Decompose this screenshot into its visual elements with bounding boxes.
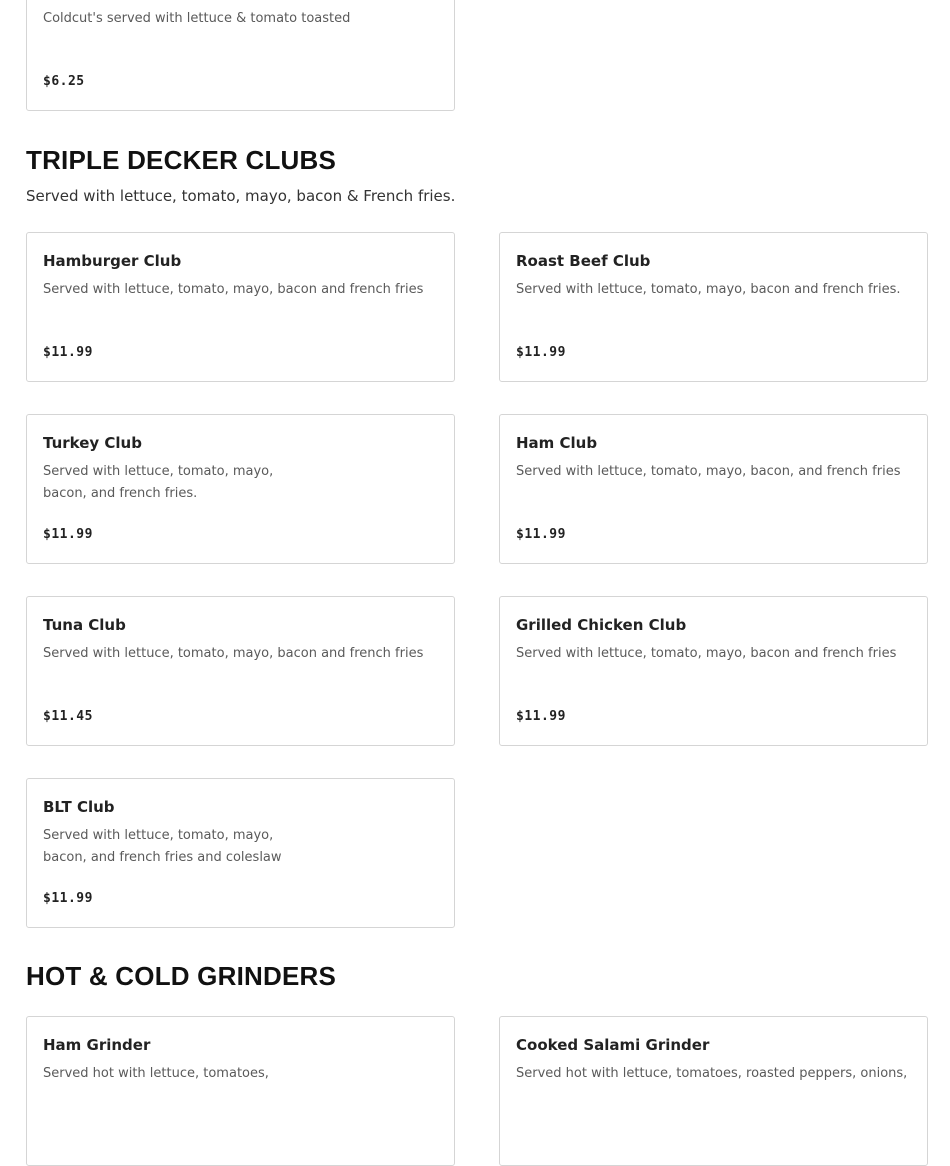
menu-item-description: Served with lettuce, tomato, mayo, bacon and french fries. (516, 282, 901, 297)
menu-item-price: $11.99 (43, 891, 93, 906)
menu-item-price: $11.99 (516, 345, 566, 360)
menu-item-description: Served with lettuce, tomato, mayo, bacon, and french fries (516, 464, 901, 479)
menu-item-name: BLT Club (43, 798, 115, 816)
menu-item-card[interactable] (26, 414, 455, 564)
menu-item-card-partial[interactable] (26, 0, 455, 111)
menu-item-name: Grilled Chicken Club (516, 616, 687, 634)
menu-item-price: $11.99 (43, 527, 93, 542)
menu-item-price: $11.99 (516, 527, 566, 542)
menu-item-card[interactable] (26, 596, 455, 746)
menu-item-price: $11.45 (43, 709, 93, 724)
menu-item-card[interactable] (499, 414, 928, 564)
menu-item-price: $6.25 (43, 74, 85, 89)
menu-item-description: Served hot with lettuce, tomatoes, roasted peppers, onions, (516, 1066, 908, 1081)
menu-item-name: Hamburger Club (43, 252, 182, 270)
menu-item-name: Tuna Club (43, 616, 126, 634)
menu-item-description: Served with lettuce, tomato, mayo, bacon and french fries (516, 646, 897, 661)
menu-item-name: Roast Beef Club (516, 252, 651, 270)
menu-item-card[interactable] (499, 232, 928, 382)
menu-item-card[interactable] (499, 1016, 928, 1166)
menu-item-name: Ham Club (516, 434, 598, 452)
menu-item-card[interactable] (26, 1016, 455, 1166)
menu-item-name: Cooked Salami Grinder (516, 1036, 710, 1054)
menu-item-description: Served with lettuce, tomato, mayo, bacon, and french fries and coleslaw (43, 828, 282, 865)
menu-item-card[interactable] (26, 232, 455, 382)
menu-item-description: Served with lettuce, tomato, mayo, bacon and french fries (43, 646, 424, 661)
menu-item-card[interactable] (499, 596, 928, 746)
section-description: Served with lettuce, tomato, mayo, bacon & French fries. (26, 187, 456, 205)
section-title-hot-cold-grinders: HOT & COLD GRINDERS (26, 961, 337, 991)
menu-item-card[interactable] (26, 778, 455, 928)
menu-item-name: Ham Grinder (43, 1036, 151, 1054)
section-title-triple-decker-clubs: TRIPLE DECKER CLUBS (26, 145, 337, 175)
menu-item-description: Served hot with lettuce, tomatoes, (43, 1066, 269, 1081)
menu-item-price: $11.99 (43, 345, 93, 360)
menu-item-description: Coldcut's served with lettuce & tomato toasted (43, 11, 351, 26)
menu-item-price: $11.99 (516, 709, 566, 724)
menu-item-name: Turkey Club (43, 434, 142, 452)
menu-item-description: Served with lettuce, tomato, mayo, bacon, and french fries. (43, 464, 274, 501)
menu-item-description: Served with lettuce, tomato, mayo, bacon and french fries (43, 282, 424, 297)
